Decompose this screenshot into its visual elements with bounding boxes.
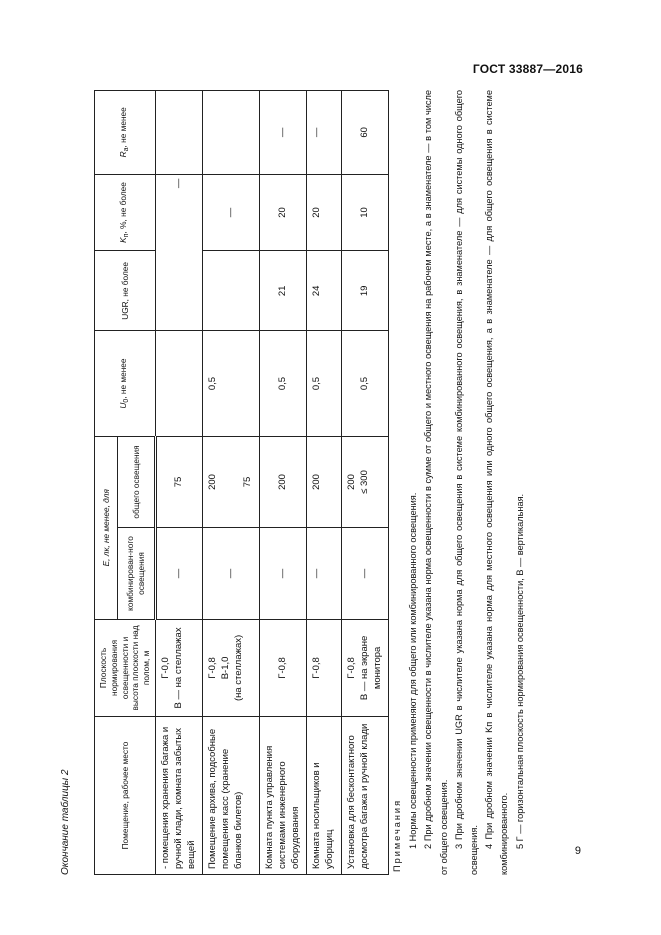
- col-head-ugr: UGR, не более: [95, 251, 156, 331]
- col-head-illuminance: E, лк, не менее, для: [95, 436, 118, 619]
- table-row: [342, 91, 389, 875]
- cell-e-general: 200: [307, 436, 342, 528]
- cell-plane: Г-0,0 В — на стеллажах: [155, 619, 202, 716]
- note-1: 1 Нормы освещенности применяют для общего или комбинированного освещения.: [408, 492, 419, 849]
- col-head-plane: Плоскость нормирования освещенности и высота плоскости над полом, м: [95, 619, 156, 716]
- cell-uniformity: [155, 331, 202, 436]
- cell-pulsation: 10: [342, 174, 389, 251]
- table-row: [203, 91, 260, 875]
- cell-ra: —: [307, 91, 342, 175]
- cell-uniformity: 0,5: [307, 331, 342, 436]
- cell-plane: Г-0,8 В — на экране монитора: [342, 619, 389, 716]
- cell-e-general: 200 ≤ 300: [342, 436, 389, 528]
- notes-title: Примечания: [392, 798, 402, 872]
- note-4: 4 При дробном значении Kп в числителе указана норма для местного освещения или одного общего освещения, а в знаменателе — для общего освещения в системе комбинированного.: [484, 90, 510, 875]
- cell-ra: [155, 91, 202, 175]
- col-head-uniformity: $U_0$, не менее: [95, 331, 156, 436]
- cell-e-combined: —: [307, 528, 342, 620]
- cell-ra: —: [259, 91, 306, 175]
- document-standard-header: ГОСТ 33887—2016: [472, 62, 583, 76]
- table-row: [259, 91, 306, 875]
- cell-plane: Г-0,8: [307, 619, 342, 716]
- lighting-norms-table: [94, 90, 389, 875]
- cell-e-combined: —: [259, 528, 306, 620]
- col-head-combined: комбинирован-ного освещения: [117, 528, 155, 620]
- cell-ugr: 19: [342, 251, 389, 331]
- cell-merged-dash: —: [155, 174, 202, 331]
- cell-plane: Г-0,8: [259, 619, 306, 716]
- cell-e-general: 200 75: [203, 436, 260, 528]
- col-head-premises: Помещение, рабочее место: [95, 717, 156, 875]
- table-row: [307, 91, 342, 875]
- cell-pulsation: 20: [307, 174, 342, 251]
- cell-premises: Комната носильщиков и уборщиц: [307, 717, 342, 875]
- cell-pulsation: 20: [259, 174, 306, 251]
- rotated-table-page: [60, 90, 525, 875]
- cell-uniformity: 0,5: [259, 331, 306, 436]
- cell-plane: Г-0,8 В-1,0 (на стеллажах): [203, 619, 260, 716]
- cell-premises: - помещения хранения багажа и ручной клади, комната забытых вещей: [155, 717, 202, 875]
- table-caption: Окончание таблицы 2: [60, 769, 71, 875]
- page-number: 9: [574, 845, 581, 857]
- note-2: 2 При дробном значении освещенности в числителе указана норма освещенности в сумме от общего и местного освещения на рабочем месте, а в знаменателе — в том числе от общего освещения.: [423, 90, 449, 875]
- col-head-pulsation: $K_п$, %, не более: [95, 174, 156, 251]
- col-head-color-rendering: $R_a$, не менее: [95, 91, 156, 175]
- col-head-general: общего освещения: [117, 436, 155, 528]
- table-row: [155, 91, 202, 875]
- cell-e-combined: —: [155, 528, 202, 620]
- cell-e-general: 75: [155, 436, 202, 528]
- cell-e-combined: —: [342, 528, 389, 620]
- cell-ra: [203, 91, 260, 175]
- cell-premises: Помещение архива, подсобные помещения касс (хранение бланков билетов): [203, 717, 260, 875]
- cell-pulsation: —: [203, 174, 260, 251]
- cell-premises: Комната пункта управления системами инженерного оборудования: [259, 717, 306, 875]
- cell-ugr: 24: [307, 251, 342, 331]
- note-5: 5 Г — горизонтальная плоскость нормирования освещенности, В — вертикальная.: [514, 493, 525, 849]
- cell-ra: 60: [342, 91, 389, 175]
- note-3: 3 При дробном значении UGR в числителе указана норма для общего освещения в системе комбинированного освещения, в знаменателе — для системы одного общего освещения.: [453, 90, 480, 875]
- table-notes: [390, 90, 528, 875]
- cell-uniformity: 0,5: [203, 331, 260, 436]
- cell-e-combined: —: [203, 528, 260, 620]
- cell-e-general: 200: [259, 436, 306, 528]
- cell-ugr: [203, 251, 260, 331]
- cell-uniformity: 0,5: [342, 331, 389, 436]
- cell-premises: Установка для бесконтактного досмотра багажа и ручной клади: [342, 717, 389, 875]
- cell-ugr: 21: [259, 251, 306, 331]
